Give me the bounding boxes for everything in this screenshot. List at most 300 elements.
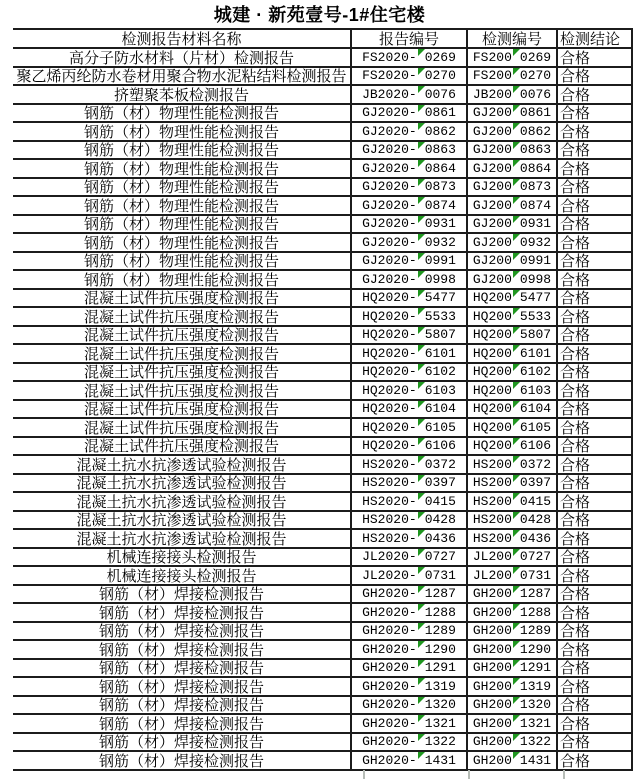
report-number-cell: [352, 308, 468, 325]
material-name-cell: [13, 734, 352, 751]
error-flag-icon: [418, 382, 425, 389]
table-row: [13, 86, 633, 105]
test-number-value: 6104: [519, 401, 552, 417]
material-name-cell: [13, 308, 352, 325]
test-number-value: 0731: [519, 567, 552, 583]
test-result-text: 合格: [560, 660, 591, 676]
report-number-value-cell: [417, 253, 456, 270]
test-result-text: 合格: [560, 641, 591, 658]
test-result-text: 合格: [560, 364, 591, 380]
test-number-value: 6103: [519, 382, 552, 398]
test-number-prefix: GJ200: [472, 253, 512, 269]
test-number-cell: [468, 401, 558, 418]
error-flag-icon: [513, 401, 520, 408]
test-result-cell: [558, 493, 633, 510]
test-result-cell: [558, 734, 633, 751]
report-number-cell: [352, 456, 468, 473]
report-number-cell: [352, 382, 468, 399]
material-name-cell: [13, 49, 352, 66]
test-result-text: 合格: [560, 734, 591, 750]
test-number-value: 1287: [519, 586, 552, 602]
report-number-value: 0863: [424, 142, 456, 158]
error-flag-icon: [513, 641, 520, 648]
test-number-cell: [468, 142, 558, 159]
report-number-prefix: HS2020-: [362, 475, 417, 491]
test-result-cell: [558, 271, 633, 288]
report-number-value-cell: [417, 234, 456, 251]
error-flag-icon: [513, 530, 520, 537]
test-result-text: 合格: [560, 456, 591, 473]
test-number-value-cell: [512, 290, 551, 307]
table-row: [13, 604, 633, 623]
report-number-value: 6103: [424, 382, 456, 398]
report-number-value: 1290: [424, 641, 456, 657]
table-row: [13, 49, 633, 68]
test-result-text: 合格: [560, 308, 591, 325]
test-number-prefix: GH200: [472, 697, 512, 713]
report-number-value: 0862: [424, 123, 456, 139]
report-number-value-cell: [417, 68, 456, 85]
report-number-prefix: GH2020-: [362, 752, 417, 768]
test-result-cell: [558, 475, 633, 492]
report-number-prefix: GJ2020-: [362, 179, 417, 195]
test-result-cell: [558, 456, 633, 473]
test-number-prefix: GH200: [472, 586, 512, 602]
test-number-cell: [468, 734, 558, 751]
error-flag-icon: [513, 604, 520, 611]
test-number-cell: [468, 68, 558, 85]
report-number-cell: [352, 678, 468, 695]
error-flag-icon: [513, 438, 520, 445]
test-number-cell: [468, 549, 558, 566]
report-number-cell: [352, 49, 468, 66]
test-number-cell: [468, 438, 558, 455]
report-number-prefix: JL2020-: [362, 549, 417, 565]
test-number-value: 5533: [519, 308, 552, 324]
report-number-cell: [352, 290, 468, 307]
test-result-text: 合格: [560, 586, 591, 602]
test-result-cell: [558, 512, 633, 529]
report-number-value: 1287: [424, 586, 456, 602]
report-number-value-cell: [417, 530, 456, 547]
col-header-material-name: 检测报告材料名称: [13, 30, 352, 47]
error-flag-icon: [513, 512, 520, 519]
report-number-value-cell: [417, 105, 456, 122]
test-number-prefix: GJ200: [472, 123, 512, 139]
test-number-prefix: GH200: [472, 734, 512, 750]
error-flag-icon: [418, 678, 425, 685]
test-result-text: 合格: [560, 234, 591, 251]
report-number-prefix: GH2020-: [362, 715, 417, 731]
test-number-value-cell: [512, 660, 551, 677]
table-row: [13, 734, 633, 753]
report-number-prefix: JB2020-: [362, 86, 417, 102]
table-row: [13, 660, 633, 679]
test-number-value: 6105: [519, 419, 552, 435]
report-number-prefix: GJ2020-: [362, 234, 417, 250]
report-number-value: 1319: [424, 678, 456, 694]
material-name: 混凝土试件抗压强度检测报告: [83, 308, 279, 325]
report-number-value: 0873: [424, 179, 456, 195]
test-number-value-cell: [512, 567, 551, 584]
report-number-value-cell: [417, 715, 456, 732]
report-number-value-cell: [417, 345, 456, 362]
report-number-value: 0397: [424, 475, 456, 491]
test-result-text: 合格: [560, 86, 591, 103]
table-row: [13, 623, 633, 642]
test-number-value-cell: [512, 549, 551, 566]
error-flag-icon: [513, 382, 520, 389]
material-name: 聚乙烯丙纶防水卷材用聚合物水泥粘结料检测报告: [16, 68, 347, 84]
material-name: 钢筋（材）焊接检测报告: [98, 734, 264, 750]
error-flag-icon: [418, 308, 425, 315]
report-number-value-cell: [417, 401, 456, 418]
error-flag-icon: [418, 253, 425, 260]
error-flag-icon: [418, 179, 425, 186]
report-number-cell: [352, 549, 468, 566]
test-result-text: 合格: [560, 438, 591, 454]
error-flag-icon: [513, 549, 520, 556]
test-number-value-cell: [512, 641, 551, 658]
material-name-cell: [13, 234, 352, 251]
error-flag-icon: [418, 734, 425, 741]
test-number-cell: [468, 752, 558, 769]
test-result-text: 合格: [560, 623, 591, 639]
error-flag-icon: [513, 623, 520, 630]
error-flag-icon: [418, 216, 425, 223]
report-number-cell: [352, 697, 468, 714]
material-name-cell: [13, 456, 352, 473]
test-number-value-cell: [512, 308, 551, 325]
table-row: [13, 308, 633, 327]
material-name-cell: [13, 493, 352, 510]
test-result-text: 合格: [560, 604, 591, 621]
test-number-prefix: HQ200: [472, 364, 512, 380]
error-flag-icon: [418, 123, 425, 130]
test-number-value-cell: [512, 475, 551, 492]
table-row: [13, 419, 633, 438]
error-flag-icon: [513, 123, 520, 130]
table-row: [13, 697, 633, 716]
test-number-value: 1319: [519, 678, 552, 694]
test-number-prefix: GJ200: [472, 160, 512, 176]
material-name: 混凝土试件抗压强度检测报告: [83, 364, 279, 380]
error-flag-icon: [418, 604, 425, 611]
report-number-prefix: HQ2020-: [362, 327, 417, 343]
test-number-value: 0991: [519, 253, 552, 269]
material-name-cell: [13, 68, 352, 85]
test-result-cell: [558, 290, 633, 307]
material-name-cell: [13, 364, 352, 381]
report-number-prefix: GH2020-: [362, 678, 417, 694]
material-name: 钢筋（材）焊接检测报告: [98, 660, 264, 676]
test-number-cell: [468, 493, 558, 510]
report-number-prefix: GJ2020-: [362, 253, 417, 269]
material-name-cell: [13, 197, 352, 214]
test-number-cell: [468, 678, 558, 695]
report-number-value-cell: [417, 697, 456, 714]
test-result-text: 合格: [560, 68, 591, 84]
error-flag-icon: [513, 86, 520, 93]
test-number-value: 0931: [519, 216, 552, 232]
error-flag-icon: [418, 586, 425, 593]
test-number-value-cell: [512, 456, 551, 473]
test-number-value: 0269: [519, 49, 552, 65]
report-number-prefix: GJ2020-: [362, 123, 417, 139]
material-name-cell: [13, 253, 352, 270]
report-number-value: 6102: [424, 364, 456, 380]
error-flag-icon: [513, 697, 520, 704]
test-number-prefix: GJ200: [472, 197, 512, 213]
test-number-prefix: GJ200: [472, 234, 512, 250]
test-result-cell: [558, 586, 633, 603]
error-flag-icon: [418, 327, 425, 334]
report-number-prefix: GJ2020-: [362, 197, 417, 213]
test-number-prefix: HS200: [472, 493, 512, 509]
report-number-value: 0428: [424, 512, 456, 528]
table-row: [13, 364, 633, 383]
report-number-prefix: HS2020-: [362, 512, 417, 528]
material-name: 混凝土抗水抗渗透试验检测报告: [76, 475, 287, 491]
test-number-cell: [468, 49, 558, 66]
table-row: [13, 105, 633, 124]
test-number-prefix: GH200: [472, 660, 512, 676]
test-number-prefix: GJ200: [472, 179, 512, 195]
test-result-cell: [558, 142, 633, 159]
test-result-cell: [558, 345, 633, 362]
report-number-cell: [352, 234, 468, 251]
report-number-value: 0998: [424, 271, 456, 287]
test-number-cell: [468, 530, 558, 547]
material-name-cell: [13, 419, 352, 436]
material-name-cell: [13, 382, 352, 399]
report-number-prefix: GH2020-: [362, 641, 417, 657]
report-number-value-cell: [417, 623, 456, 640]
table-row: [13, 327, 633, 346]
test-number-value: 5477: [519, 290, 552, 306]
test-number-prefix: GH200: [472, 678, 512, 694]
material-name-cell: [13, 660, 352, 677]
report-number-cell: [352, 641, 468, 658]
test-number-value: 1289: [519, 623, 552, 639]
test-number-cell: [468, 456, 558, 473]
test-number-value-cell: [512, 327, 551, 344]
test-result-cell: [558, 567, 633, 584]
test-number-cell: [468, 290, 558, 307]
test-result-cell: [558, 549, 633, 566]
test-number-value-cell: [512, 364, 551, 381]
report-number-cell: [352, 512, 468, 529]
test-number-value: 1431: [519, 752, 552, 768]
error-flag-icon: [418, 142, 425, 149]
error-flag-icon: [513, 290, 520, 297]
test-result-cell: [558, 604, 633, 621]
report-number-value-cell: [417, 308, 456, 325]
report-number-cell: [352, 623, 468, 640]
report-number-value: 1291: [424, 660, 456, 676]
report-number-value: 1288: [424, 604, 456, 620]
test-number-value-cell: [512, 697, 551, 714]
report-number-prefix: GJ2020-: [362, 142, 417, 158]
test-number-value: 6101: [519, 345, 552, 361]
inspection-report-table: [13, 28, 633, 771]
error-flag-icon: [418, 530, 425, 537]
test-number-cell: [468, 641, 558, 658]
report-number-value: 0269: [424, 49, 456, 65]
report-number-value: 0932: [424, 234, 456, 250]
report-number-value-cell: [417, 493, 456, 510]
report-number-value: 6105: [424, 419, 456, 435]
report-number-value-cell: [417, 641, 456, 658]
report-number-prefix: GH2020-: [362, 734, 417, 750]
material-name: 钢筋（材）物理性能检测报告: [83, 271, 279, 288]
test-number-prefix: HS200: [472, 475, 512, 491]
test-number-prefix: JL200: [472, 549, 512, 565]
test-result-cell: [558, 234, 633, 251]
test-number-value-cell: [512, 752, 551, 769]
test-number-cell: [468, 512, 558, 529]
material-name-cell: [13, 86, 352, 103]
table-row: [13, 160, 633, 179]
test-number-cell: [468, 697, 558, 714]
material-name-cell: [13, 123, 352, 140]
report-number-value-cell: [417, 197, 456, 214]
test-result-cell: [558, 179, 633, 196]
report-number-value-cell: [417, 419, 456, 436]
report-number-value-cell: [417, 586, 456, 603]
test-number-prefix: GH200: [472, 641, 512, 657]
error-flag-icon: [513, 456, 520, 463]
report-number-value-cell: [417, 290, 456, 307]
page-title: 城建 · 新苑壹号-1#住宅楼: [213, 5, 426, 25]
report-number-cell: [352, 327, 468, 344]
report-number-prefix: GJ2020-: [362, 216, 417, 232]
material-name: 钢筋（材）物理性能检测报告: [83, 179, 279, 195]
material-name-cell: [13, 604, 352, 621]
gridline-stub: [363, 770, 365, 779]
material-name-cell: [13, 641, 352, 658]
test-number-value: 1320: [519, 697, 552, 713]
col-header-report-number: 报告编号: [352, 30, 468, 47]
material-name: 钢筋（材）物理性能检测报告: [83, 253, 279, 269]
error-flag-icon: [513, 234, 520, 241]
report-number-value: 0931: [424, 216, 456, 232]
test-number-value-cell: [512, 530, 551, 547]
error-flag-icon: [418, 697, 425, 704]
table-row: [13, 641, 633, 660]
test-result-cell: [558, 715, 633, 732]
report-number-cell: [352, 419, 468, 436]
material-name-cell: [13, 715, 352, 732]
gridline-stub: [563, 770, 565, 779]
test-number-cell: [468, 567, 558, 584]
material-name: 混凝土试件抗压强度检测报告: [83, 401, 279, 417]
report-number-cell: [352, 216, 468, 233]
test-number-prefix: FS200: [472, 49, 512, 65]
report-number-value: 6106: [424, 438, 456, 454]
test-number-value-cell: [512, 271, 551, 288]
test-number-prefix: GH200: [472, 715, 512, 731]
report-number-value-cell: [417, 160, 456, 177]
report-number-cell: [352, 401, 468, 418]
test-number-value: 0372: [519, 456, 552, 472]
material-name: 钢筋（材）物理性能检测报告: [83, 105, 279, 121]
test-result-text: 合格: [560, 160, 591, 177]
test-number-cell: [468, 308, 558, 325]
test-number-prefix: HQ200: [472, 382, 512, 398]
report-number-prefix: HQ2020-: [362, 308, 417, 324]
test-number-value: 0862: [519, 123, 552, 139]
error-flag-icon: [418, 752, 425, 759]
error-flag-icon: [418, 715, 425, 722]
test-number-value-cell: [512, 123, 551, 140]
test-result-text: 合格: [560, 549, 591, 565]
test-result-cell: [558, 530, 633, 547]
test-number-value-cell: [512, 197, 551, 214]
report-number-value-cell: [417, 660, 456, 677]
report-number-value-cell: [417, 271, 456, 288]
test-number-value: 0873: [519, 179, 552, 195]
test-number-value-cell: [512, 604, 551, 621]
table-row: [13, 401, 633, 420]
error-flag-icon: [418, 475, 425, 482]
test-number-value: 0998: [519, 271, 552, 287]
material-name: 混凝土试件抗压强度检测报告: [83, 327, 279, 343]
test-number-prefix: HQ200: [472, 401, 512, 417]
test-number-value-cell: [512, 345, 551, 362]
material-name: 钢筋（材）焊接检测报告: [98, 697, 264, 713]
test-result-text: 合格: [560, 567, 591, 584]
report-number-cell: [352, 604, 468, 621]
material-name: 钢筋（材）焊接检测报告: [98, 586, 264, 602]
test-number-value: 0727: [519, 549, 552, 565]
test-number-cell: [468, 216, 558, 233]
material-name-cell: [13, 160, 352, 177]
report-number-value: 0864: [424, 160, 456, 176]
table-row: [13, 253, 633, 272]
material-name: 混凝土抗水抗渗透试验检测报告: [76, 456, 287, 473]
test-result-cell: [558, 68, 633, 85]
table-row: [13, 586, 633, 605]
material-name-cell: [13, 549, 352, 566]
error-flag-icon: [418, 567, 425, 574]
material-name: 钢筋（材）焊接检测报告: [98, 623, 264, 639]
table-row: [13, 438, 633, 457]
report-number-value-cell: [417, 512, 456, 529]
report-number-prefix: HS2020-: [362, 456, 417, 472]
material-name: 钢筋（材）物理性能检测报告: [83, 197, 279, 214]
material-name-cell: [13, 271, 352, 288]
test-number-cell: [468, 419, 558, 436]
material-name: 混凝土试件抗压强度检测报告: [83, 345, 279, 362]
test-result-cell: [558, 419, 633, 436]
table-row: [13, 475, 633, 494]
table-row: [13, 271, 633, 290]
test-number-value: 0436: [519, 530, 552, 546]
material-name-cell: [13, 142, 352, 159]
test-number-prefix: JB200: [472, 86, 512, 102]
test-number-value-cell: [512, 382, 551, 399]
report-number-prefix: GJ2020-: [362, 105, 417, 121]
report-number-prefix: HQ2020-: [362, 364, 417, 380]
test-number-cell: [468, 660, 558, 677]
error-flag-icon: [418, 105, 425, 112]
table-row: [13, 290, 633, 309]
report-number-prefix: HQ2020-: [362, 419, 417, 435]
test-number-value: 0270: [519, 68, 552, 84]
material-name: 机械连接接头检测报告: [106, 567, 257, 584]
test-number-prefix: GJ200: [472, 105, 512, 121]
